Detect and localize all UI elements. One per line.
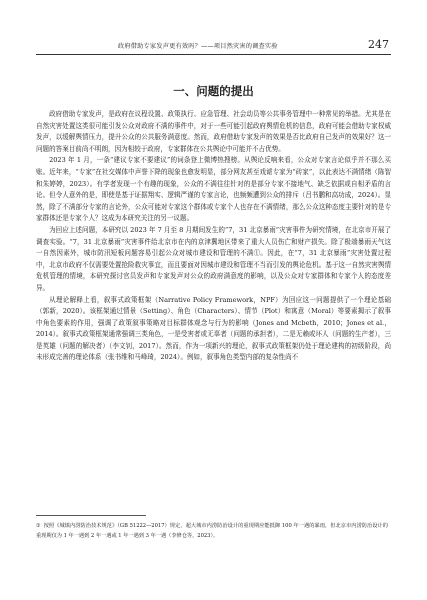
paragraph: 从理论解释上看，叙事式政策框架（Narrative Policy Framework，NPF）为回应这一问题提供了一个理论基础（郭新，2020）。该框架通过情景（Setting）、角色（Characters）、情节（Plot）和寓意（Moral）等要素揭示了叙事中角色要素的作用，强调了政策叙事策略对目标群体观念与行为的影响（Jones and Mcbeth，2010；Jones et al.，2014）。叙事式政策框架通常强调三类角色，一是受害者或无辜者（问题的承担者），二是无赖或坏人（问题的生产者），三是英雄（问题的解决者）（李文钊，2017）。然而，作为一项新兴的理论，叙事式政策框架仍处于理论建构的初级阶段，尚未形成完善的理论体系（张书维和马峰琦，2024）。例如，叙事角色类型内部的复杂性尚不	[36, 295, 391, 362]
paragraph: 政府借助专家发声，是政府在议程设置、政策执行、应急管理、社会动员等公共事务管理中一种常见的举措。尤其是在自然灾害处置这类很可能引发公众对政府不满的事件中，对于一些可能引起政府舆情危机的信息，政府可能会借助专家权威发声，以缓解舆情压力，提升公众的公共服务满意度。然而，政府借助专家发声的效果是否比政府自己发声的效果好？这一问题的答案目前尚不明朗，因为相较于政府，专家群体在公共舆论中可能并不占优势。	[36, 110, 391, 153]
footnote-divider	[36, 515, 146, 516]
paragraph: 为回应上述问题，本研究以 2023 年 7 月至 8 月期间发生的“7，31 北京暴雨”灾害事件为研究情境，在北京市开展了调查实验。“7，31 北京暴雨”灾害事件给北京市在内的京津冀地区带来了重大人员伤亡和财产损失。除了极端暴雨天气这一自然因素外，城市防汛短板问题容易引起公众对城市建设和管理的不满①。因此，在“7，31 北京暴雨”灾害处置过程中，北京市政府不仅需要处置抢险救灾事宜，而且要面对因城市建设和管理不当而引发的舆论危机。基于这一自然灾害舆情危机管理的情境，本研究探讨官员发声和专家发声对公众的政府满意度的影响，以及公众对专家群体和专家个人的态度差异。	[36, 225, 391, 292]
footnote	[36, 522, 388, 541]
footnote-mark: ①	[36, 523, 41, 529]
page-number: 247	[368, 38, 389, 51]
body-text	[36, 109, 391, 364]
running-header	[36, 40, 391, 55]
section-title: 一、问题的提出	[173, 84, 254, 98]
running-title: 政府借助专家发声更有效吗？——项目然灾害的调查实验	[118, 43, 278, 50]
paragraph: 2023 年 1 月，一条“建议专家不要建议”的词条登上微博热搜榜。从舆论反响来看，公众对专家言论似乎并不那么买账。近年来，“专家”在社交媒体中声誉下降的现象也愈发明显，部分网友甚至戏谑专家为“砖家”，以此表达不满情绪（陈智和朱婷婷，2023）。有学者发现一个有趣的现象，公众的不满往往针对的是部分专家不接地气、缺乏依据或自相矛盾的言论。但令人意外的是，即使是基于证据翔实、逻辑严谨的专家言论，也频频遭到公众的排斥（吕书鹏和高功成，2024）。显然，除了不满部分专家的言论外，公众可能对专家这个群体或专家个人也存在不满情绪，那么公众这种态度主要针对的是专家群体还是专家个人？这成为本研究关注的另一议题。	[36, 156, 391, 223]
footnote-text: 按照《城镇内涝防治技术规范》（GB 51222—2017）规定，超大城市内涝防治设计的重现期应能抵御 100 年一遇的暴雨，但北京市内涝防治设计的重现期仅为 1 年一遇到 2 年一遇或 1 年一遇到 3 年一遇（李修仓等，2023）。	[36, 523, 388, 539]
